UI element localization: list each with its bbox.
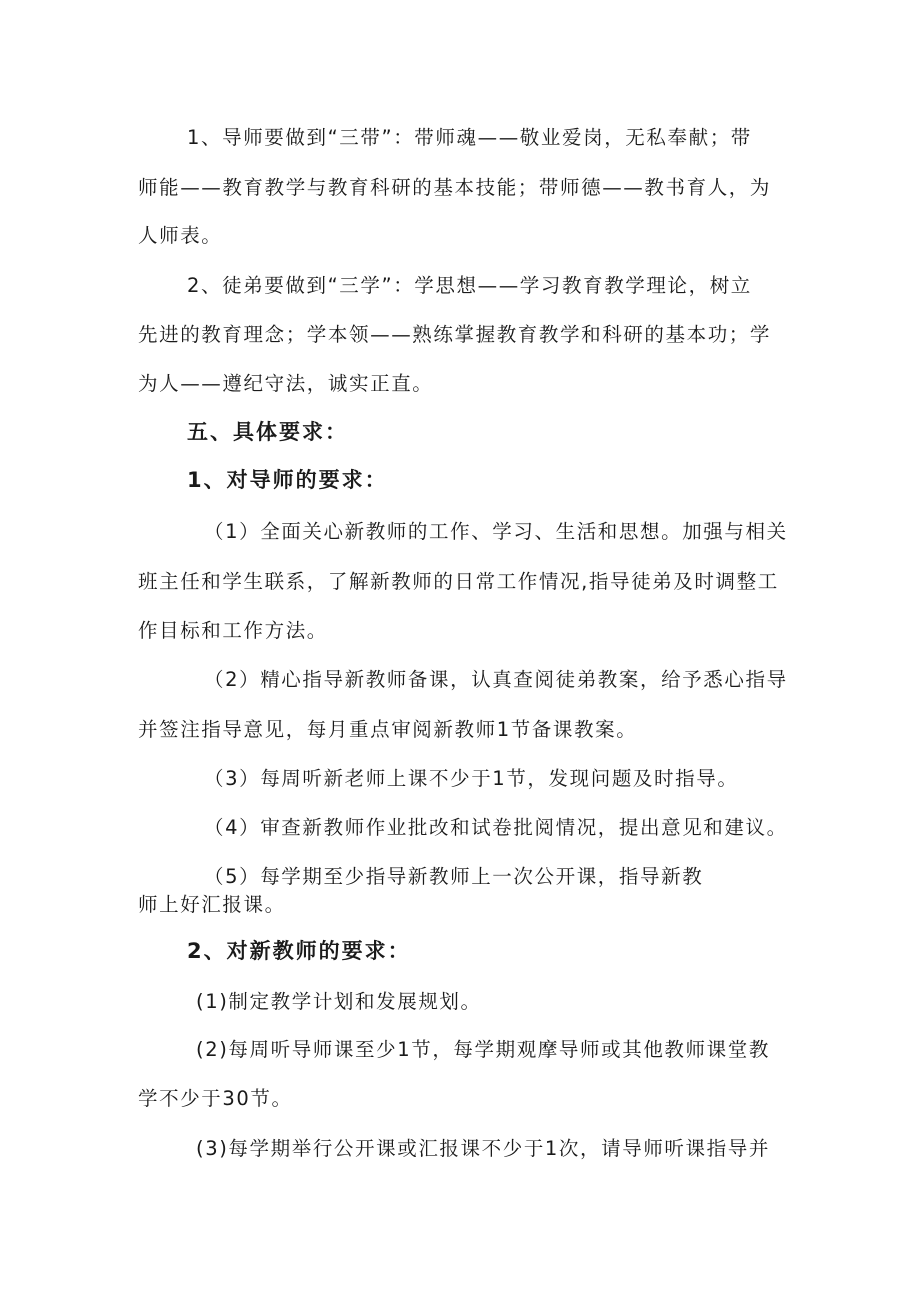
text-line: （4）审查新教师作业批改和试卷批阅情况，提出意见和建议。: [204, 816, 788, 839]
subsection-heading: 2、对新教师的要求：: [187, 939, 411, 963]
text-line: 作目标和工作方法。: [138, 619, 328, 642]
text-line: 1、导师要做到“三带”：带师魂——敬业爱岗，无私奉献；带: [187, 126, 752, 149]
text-line: (2)每周听导师课至少1节，每学期观摩导师或其他教师课堂教: [196, 1038, 770, 1061]
text-line: (1)制定教学计划和发展规划。: [196, 990, 482, 1013]
text-line: （3）每周听新老师上课不少于1节，发现问题及时指导。: [204, 767, 739, 790]
section-heading: 五、具体要求：: [187, 420, 348, 444]
text-line: 人师表。: [138, 224, 223, 247]
text-line: （5）每学期至少指导新教师上一次公开课，指导新教: [204, 865, 704, 888]
text-line: 2、徒弟要做到“三学”：学思想——学习教育教学理论，树立: [187, 274, 752, 297]
text-line: (3)每学期举行公开课或汇报课不少于1次，请导师听课指导并: [196, 1137, 770, 1160]
text-line: 师能——教育教学与教育科研的基本技能；带师德——教书育人，为: [138, 176, 772, 199]
text-line: 先进的教育理念；学本领——熟练掌握教育教学和科研的基本功；学: [138, 323, 772, 346]
text-line: 班主任和学生联系，了解新教师的日常工作情况,指导徒弟及时调整工: [138, 570, 779, 593]
subsection-heading: 1、对导师的要求：: [187, 468, 388, 492]
text-line: （2）精心指导新教师备课，认真查阅徒弟教案，给予悉心指导: [204, 668, 788, 691]
text-line: 为人——遵纪守法，诚实正直。: [138, 372, 434, 395]
text-line: （1）全面关心新教师的工作、学习、生活和思想。加强与相关: [204, 520, 788, 543]
text-line: 师上好汇报课。: [138, 893, 286, 916]
text-line: 并签注指导意见，每月重点审阅新教师1节备课教案。: [138, 718, 638, 741]
text-line: 学不少于30节。: [138, 1087, 293, 1110]
